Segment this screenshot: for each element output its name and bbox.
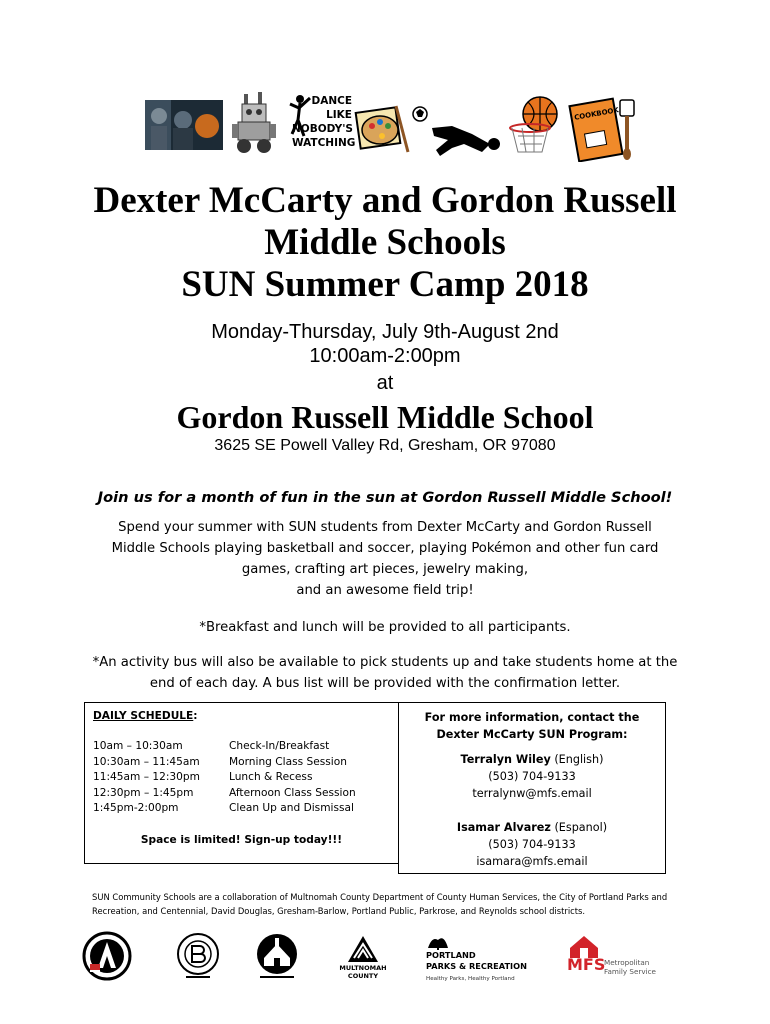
footer-text [92, 890, 732, 918]
mfs-line: Family Service [604, 967, 656, 976]
schedule-time: 1:45pm-2:00pm [93, 802, 179, 814]
dance-text-line: NOBODY'S [292, 123, 353, 135]
multnomah-county-logo-text [336, 964, 390, 980]
mfs-abbreviation: MFS [567, 955, 606, 974]
americorps-logo [82, 930, 132, 982]
contact-card-1 [399, 751, 665, 802]
soccer-player-icon [412, 104, 512, 162]
cookbook-label: COOKBOOK [573, 106, 620, 122]
contact-phone[interactable]: (503) 704-9133 [488, 770, 576, 783]
contact-email[interactable]: isamara@mfs.email [476, 855, 588, 868]
schedule-row [93, 770, 393, 786]
tagline: Join us for a month of fun in the sun at Gordon Russell Middle School! [97, 489, 673, 506]
schedule-time: 12:30pm – 1:45pm [93, 786, 194, 799]
description [0, 517, 770, 601]
gresham-barlow-seal-logo [176, 932, 220, 980]
portland-parks-tagline: Healthy Parks, Healthy Portland [426, 976, 515, 982]
multnomah-county-mountain-icon [346, 934, 380, 964]
contact-name-line [399, 819, 665, 836]
meals-note: *Breakfast and lunch will be provided to all participants. [199, 620, 571, 635]
cookbook-icon [566, 94, 642, 162]
schedule-table [93, 739, 393, 817]
schedule-box [84, 702, 399, 864]
location-name: Gordon Russell Middle School [176, 399, 594, 435]
dance-text-line: DANCE [311, 95, 352, 107]
schedule-time: 10am – 10:30am [93, 740, 183, 752]
title-line-1: Dexter McCarty and Gordon Russell [93, 180, 677, 221]
dates-line-2: 10:00am-2:00pm [309, 345, 461, 367]
schedule-activity: Check-In/Breakfast [229, 740, 330, 752]
contact-email[interactable]: terralynw@mfs.email [472, 787, 592, 800]
schedule-heading-wrap [93, 709, 198, 725]
contact-language: (English) [554, 753, 604, 766]
mfs-logo-text [604, 958, 656, 976]
description-line: and an awesome field trip! [296, 583, 474, 598]
footer-line: Recreation, and Centennial, David Douglas, Gresham-Barlow, Portland Public, Parkrose, and Reynolds school districts. [92, 906, 586, 916]
portland-line: PARKS & RECREATION [426, 961, 527, 971]
bus-note-line: end of each day. A bus list will be provided with the confirmation letter. [149, 676, 621, 691]
schedule-row [93, 801, 393, 817]
contact-box [398, 702, 666, 874]
contact-name-line [399, 751, 665, 768]
description-line: Spend your summer with SUN students from Dexter McCarty and Gordon Russell [118, 520, 652, 535]
schedule-time: 11:45am – 12:30pm [93, 771, 200, 783]
schedule-activity: Morning Class Session [229, 755, 347, 768]
title-line-3: SUN Summer Camp 2018 [181, 264, 589, 305]
signup-callout: Space is limited! Sign-up today!!! [140, 834, 343, 846]
dance-text-block [292, 94, 356, 150]
robot-icon [230, 90, 278, 155]
movie-collage-image [145, 100, 223, 150]
dates-line-1: Monday-Thursday, July 9th-August 2nd [211, 321, 559, 343]
contact-heading-line: For more information, contact the [424, 711, 640, 724]
description-line: games, crafting art pieces, jewelry making, [241, 562, 529, 577]
multnomah-line: MULTNOMAH [339, 964, 387, 972]
schedule-activity: Clean Up and Dismissal [229, 802, 354, 814]
schedule-row [93, 755, 393, 771]
contact-heading-line: Dexter McCarty SUN Program: [436, 728, 628, 741]
schedule-time: 10:30am – 11:45am [93, 755, 200, 768]
schedule-heading-colon: : [193, 710, 198, 722]
contact-heading [399, 709, 665, 743]
contact-name: Isamar Alvarez [456, 821, 551, 834]
schedule-row [93, 786, 393, 802]
multnomah-line: COUNTY [347, 972, 379, 980]
basketball-hoop-icon [506, 94, 568, 158]
art-palette-icon [352, 100, 412, 158]
bus-note [0, 652, 770, 694]
description-line: Middle Schools playing basketball and soccer, playing Pokémon and other fun card [111, 541, 659, 556]
contact-language: (Espanol) [554, 821, 608, 834]
schedule-heading: DAILY SCHEDULE [93, 710, 194, 722]
dance-text-line: WATCHING [292, 137, 356, 149]
contact-card-2 [399, 819, 665, 870]
schedule-activity: Lunch & Recess [229, 771, 313, 783]
mfs-line: Metropolitan [604, 958, 650, 967]
portland-parks-logo-text [426, 950, 527, 972]
schedule-activity: Afternoon Class Session [229, 786, 356, 799]
dates-line-3: at [376, 372, 394, 394]
portland-parks-tree-icon [426, 932, 450, 950]
header-clipart-row [0, 90, 770, 165]
contact-name: Terralyn Wiley [460, 753, 551, 766]
bus-note-line: *An activity bus will also be available to pick students up and take students home at the [92, 655, 678, 670]
contact-phone[interactable]: (503) 704-9133 [488, 838, 576, 851]
footer-line: SUN Community Schools are a collaboration of Multnomah County Department of County Human Services, the City of Portland Parks and [92, 892, 668, 902]
schedule-row [93, 739, 393, 755]
dance-text-line: LIKE [326, 109, 352, 121]
location-address: 3625 SE Powell Valley Rd, Gresham, OR 97080 [214, 437, 556, 454]
schoolhouse-logo [254, 932, 300, 982]
title-line-2: Middle Schools [264, 222, 506, 263]
portland-line: PORTLAND [426, 950, 476, 960]
